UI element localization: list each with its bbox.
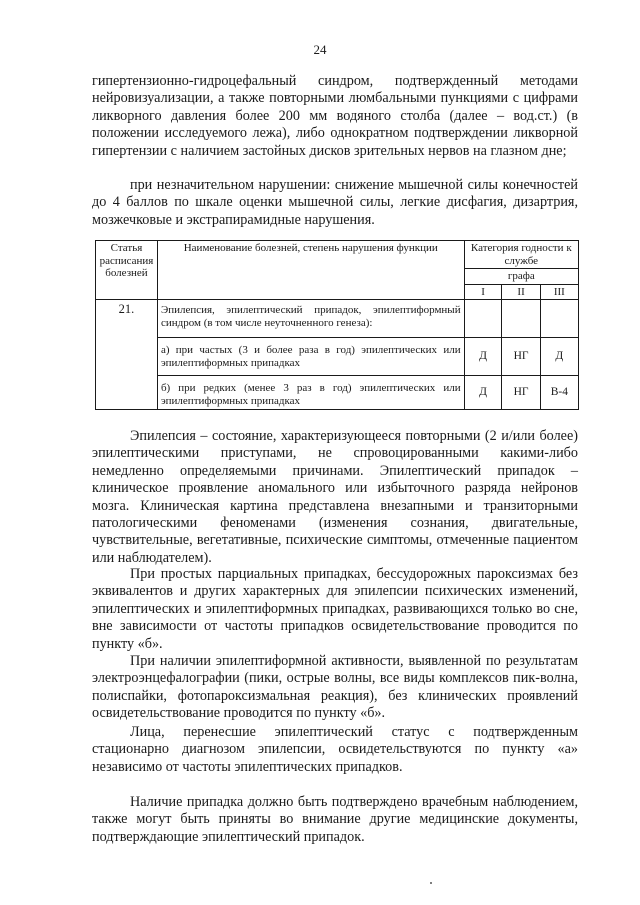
article-number: 21. bbox=[96, 300, 158, 410]
column-header-2: II bbox=[502, 284, 540, 300]
row-b-col-3: В-4 bbox=[540, 376, 578, 410]
disease-main-text: Эпилепсия, эпилептический припадок, эпилептиформный синдром (в том числе неуточненного генеза): bbox=[157, 300, 464, 338]
header-article: Статья расписания болезней bbox=[96, 241, 158, 300]
body-paragraph-5: Наличие припадка должно быть подтверждено врачебным наблюдением, также могут быть приняты во внимание другие медицинские документы, подтверждающие эпилептический припадок. bbox=[92, 794, 578, 845]
empty-cell bbox=[464, 300, 502, 338]
fitness-category-table bbox=[95, 240, 579, 410]
body-paragraph-3: При наличии эпилептиформной активности, выявленной по результатам электроэнцефалографии (пики, острые волны, все виды комплексов пик-волна, полиспайки, фотопароксизмальная реакция), без клинических проявлений освидетельствование проводится по пункту «б». bbox=[92, 653, 578, 722]
intro-paragraph-1: гипертензионно-гидроцефальный синдром, подтвержденный методами нейровизуализации, а также повторными люмбальными пункциями с цифрами ликворного давления более 200 мм водяного столба (далее – вод.ст.) (в положении исследуемого лежа), либо однократном подтверждении ликворной гипертензии с наличием застойных дисков зрительных нервов на глазном дне; bbox=[92, 73, 578, 159]
header-disease-name: Наименование болезней, степень нарушения функции bbox=[157, 241, 464, 300]
header-category: Категория годности к службе bbox=[464, 241, 578, 269]
row-a-col-3: Д bbox=[540, 338, 578, 376]
header-column-group: графа bbox=[464, 269, 578, 285]
row-b-col-1: Д bbox=[464, 376, 502, 410]
intro-paragraph-2: при незначительном нарушении: снижение мышечной силы конечностей до 4 баллов по шкале оценки мышечной силы, легкие дисфагия, дизартрия, мозжечковые и экстрапирамидные нарушения. bbox=[92, 177, 578, 228]
column-header-3: III bbox=[540, 284, 578, 300]
row-a-text: а) при частых (3 и более раза в год) эпилептических или эпилептиформных припадках bbox=[157, 338, 464, 376]
row-b-col-2: НГ bbox=[502, 376, 540, 410]
empty-cell bbox=[502, 300, 540, 338]
body-paragraph-4: Лица, перенесшие эпилептический статус с подтвержденным стационарно диагнозом эпилепсии, освидетельствуются по пункту «а» независимо от частоты эпилептических припадков. bbox=[92, 724, 578, 775]
page-number: 24 bbox=[313, 42, 327, 57]
empty-cell bbox=[540, 300, 578, 338]
scan-speck bbox=[430, 882, 432, 884]
column-header-1: I bbox=[464, 284, 502, 300]
row-b-text: б) при редких (менее 3 раз в год) эпилептических или эпилептиформных припадках bbox=[157, 376, 464, 410]
body-paragraph-2: При простых парциальных припадках, бессудорожных пароксизмах без эквивалентов и других характерных для эпилепсии психических изменений, эпилептических и эпилептиформных припадках, развивающихся только во сне, вне зависимости от частоты припадков освидетельствование проводится по пункту «б». bbox=[92, 566, 578, 652]
body-paragraph-1: Эпилепсия – состояние, характеризующееся повторными (2 и/или более) эпилептическими приступами, не спровоцированными какими-либо немедленно определяемыми причинами. Эпилептический припадок – клиническое проявление аномального или избыточного разряда нейронов мозга. Клиническая картина представлена внезапными и транзиторными патологическими феноменами (изменения сознания, двигательные, чувствительные, вегетативные, психические симптомы, отмеченные пациентом или наблюдателем). bbox=[92, 428, 578, 566]
table-row bbox=[96, 338, 579, 376]
row-a-col-1: Д bbox=[464, 338, 502, 376]
table-row bbox=[96, 376, 579, 410]
row-a-col-2: НГ bbox=[502, 338, 540, 376]
